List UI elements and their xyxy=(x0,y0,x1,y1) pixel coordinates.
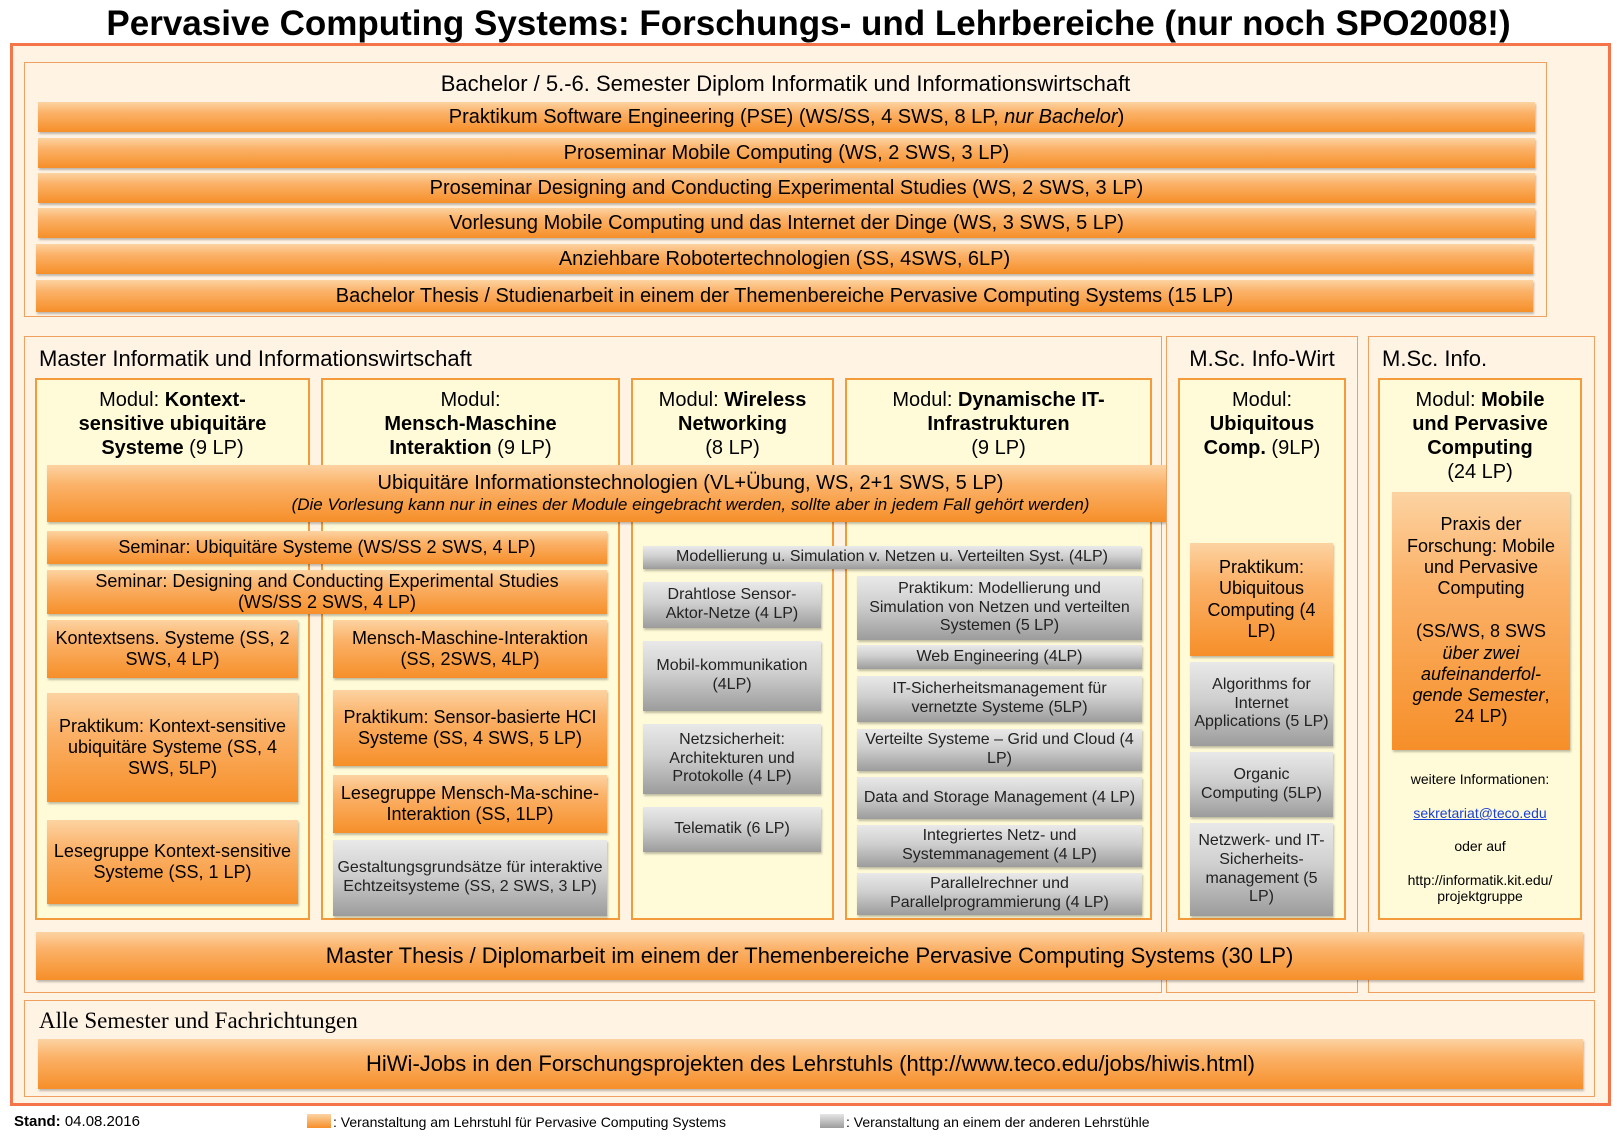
parallelrechner: Parallelrechner und Parallelprogrammierung (4 LP) xyxy=(857,873,1142,915)
pse-italic: nur Bachelor xyxy=(1004,105,1118,128)
verteilte-systeme: Verteilte Systeme – Grid und Cloud (4 LP) xyxy=(857,729,1142,771)
gestaltungsgrundsaetze: Gestaltungsgrundsätze für interaktive Echtzeitsysteme (SS, 2 SWS, 3 LP) xyxy=(333,840,607,916)
organic-computing: Organic Computing (5LP) xyxy=(1190,752,1333,817)
lesegruppe-mensch-maschine: Lesegruppe Mensch-Ma-schine-Interaktion (SS, 1LP) xyxy=(333,775,607,833)
praktikum-ubiquitous: Praktikum: Ubiquitous Computing (4 LP) xyxy=(1190,543,1333,656)
robotertechnologien-bar: Anziehbare Robotertechnologien (SS, 4SWS, 6LP) xyxy=(36,244,1533,274)
kontextsens-systeme: Kontextsens. Systeme (SS, 2 SWS, 4 LP) xyxy=(47,620,298,678)
praxis-der-forschung: Praxis der Forschung: Mobile und Pervasive Computing (SS/WS, 8 SWS über zwei aufeinanderfol-gende Semester, 24 LP) xyxy=(1392,492,1570,750)
project-url: http://informatik.kit.edu/ projektgruppe xyxy=(1407,872,1553,904)
page-title: Pervasive Computing Systems: Forschungs- und Lehrbereiche (nur noch SPO2008!) xyxy=(106,4,1511,43)
praktikum-modellierung: Praktikum: Modellierung und Simulation von Netzen und verteilten Systemen (5 LP) xyxy=(857,576,1142,640)
module1-title: Modul: Kontext- sensitive ubiquitäre Systeme (9 LP) xyxy=(78,389,267,459)
pse-close: ) xyxy=(1117,105,1125,128)
legend-grey-swatch xyxy=(820,1114,844,1128)
web-engineering: Web Engineering (4LP) xyxy=(857,645,1142,669)
proseminar-studies-bar: Proseminar Designing and Conducting Experimental Studies (WS, 2 SWS, 3 LP) xyxy=(38,173,1535,203)
info-heading: M.Sc. Info. xyxy=(1382,346,1488,371)
hiwi-jobs-bar: HiWi-Jobs in den Forschungsprojekten des Lehrstuhls (http://www.teco.edu/jobs/hiwis.html) xyxy=(38,1039,1583,1089)
contact-email[interactable] xyxy=(1378,805,1582,821)
telematik: Telematik (6 LP) xyxy=(643,807,821,852)
pse-bar xyxy=(38,102,1535,132)
netzwerk-it-sicherheit: Netzwerk- und IT-Sicherheits-management (5 LP) xyxy=(1190,823,1333,916)
ubiquitaere-it-title: Ubiquitäre Informationstechnologien (VL+Übung, WS, 2+1 SWS, 5 LP) xyxy=(377,472,1004,495)
pse-text: Praktikum Software Engineering (PSE) (WS/SS, 4 SWS, 8 LP, xyxy=(448,105,1005,128)
praktikum-sensor-hci: Praktikum: Sensor-basierte HCI Systeme (SS, 4 SWS, 5 LP) xyxy=(333,690,607,766)
integriertes-netzmanagement: Integriertes Netz- und Systemmanagement (4 LP) xyxy=(857,825,1142,867)
lesegruppe-kontextsensitive: Lesegruppe Kontext-sensitive Systeme (SS, 1 LP) xyxy=(47,820,298,904)
vorlesung-mobile-bar: Vorlesung Mobile Computing und das Internet der Dinge (WS, 3 SWS, 5 LP) xyxy=(38,208,1535,238)
master-heading: Master Informatik und Informationswirtschaft xyxy=(39,346,472,371)
data-storage-management: Data and Storage Management (4 LP) xyxy=(857,777,1142,819)
info-label: weitere Informationen: xyxy=(1410,771,1550,787)
stand-label: Stand: 04.08.2016 xyxy=(14,1113,140,1130)
praktikum-kontextsensitive: Praktikum: Kontext-sensitive ubiquitäre Systeme (SS, 4 SWS, 5LP) xyxy=(47,693,298,802)
module-mobile-pervasive-title: Modul: Mobile und Pervasive Computing (24 LP) xyxy=(1412,389,1548,483)
seminar-ubiquitaere-systeme: Seminar: Ubiquitäre Systeme (WS/SS 2 SWS, 4 LP) xyxy=(47,531,607,564)
mobilkommunikation: Mobil-kommunikation (4LP) xyxy=(643,641,821,711)
bachelor-thesis-bar: Bachelor Thesis / Studienarbeit in einem der Themenbereiche Pervasive Computing Systems (15 LP) xyxy=(36,280,1533,312)
module-ubiquitous-title: Modul: Ubiquitous Comp. (9LP) xyxy=(1203,389,1321,459)
modellierung-simulation-bar: Modellierung u. Simulation v. Netzen u. Verteilten Syst. (4LP) xyxy=(643,546,1141,569)
legend-grey-text: : Veranstaltung an einem der anderen Lehrstühle xyxy=(846,1114,1150,1130)
module3-title: Modul: Wireless Networking (8 LP) xyxy=(658,389,807,459)
proseminar-mobile-bar: Proseminar Mobile Computing (WS, 2 SWS, 3 LP) xyxy=(38,138,1535,168)
module2-title: Modul: Mensch-Maschine Interaktion (9 LP) xyxy=(384,389,557,459)
bachelor-heading: Bachelor / 5.-6. Semester Diplom Informatik und Informationswirtschaft xyxy=(440,71,1131,96)
email-link[interactable]: sekretariat@teco.edu xyxy=(1413,805,1547,821)
master-thesis-bar: Master Thesis / Diplomarbeit im einem der Themenbereiche Pervasive Computing Systems (30 LP) xyxy=(36,932,1583,980)
module4-title: Modul: Dynamische IT- Infrastrukturen (9 LP) xyxy=(892,389,1105,459)
ubiquitaere-it-bar xyxy=(47,465,1334,522)
mensch-maschine-interaktion: Mensch-Maschine-Interaktion (SS, 2SWS, 4LP) xyxy=(333,620,607,678)
seminar-experimental-studies: Seminar: Designing and Conducting Experimental Studies (WS/SS 2 SWS, 4 LP) xyxy=(47,570,607,614)
ubiquitaere-it-note: (Die Vorlesung kann nur in eines der Module eingebracht werden, sollte aber in jedem Fall gehört werden) xyxy=(291,495,1090,515)
alle-semester-heading: Alle Semester und Fachrichtungen xyxy=(39,1008,358,1033)
algorithms-internet-apps: Algorithms for Internet Applications (5 LP) xyxy=(1190,662,1333,746)
drahtlose-sensor-aktor-netze: Drahtlose Sensor-Aktor-Netze (4 LP) xyxy=(643,582,821,628)
legend-orange-text: : Veranstaltung am Lehrstuhl für Pervasive Computing Systems xyxy=(333,1114,726,1130)
netzsicherheit: Netzsicherheit: Architekturen und Protokolle (4 LP) xyxy=(643,724,821,794)
legend-orange-swatch xyxy=(307,1114,331,1128)
infowirt-heading: M.Sc. Info-Wirt xyxy=(1189,346,1335,371)
it-sicherheitsmanagement: IT-Sicherheitsmanagement für vernetzte Systeme (5LP) xyxy=(857,676,1142,722)
oder-label: oder auf xyxy=(1454,838,1506,854)
